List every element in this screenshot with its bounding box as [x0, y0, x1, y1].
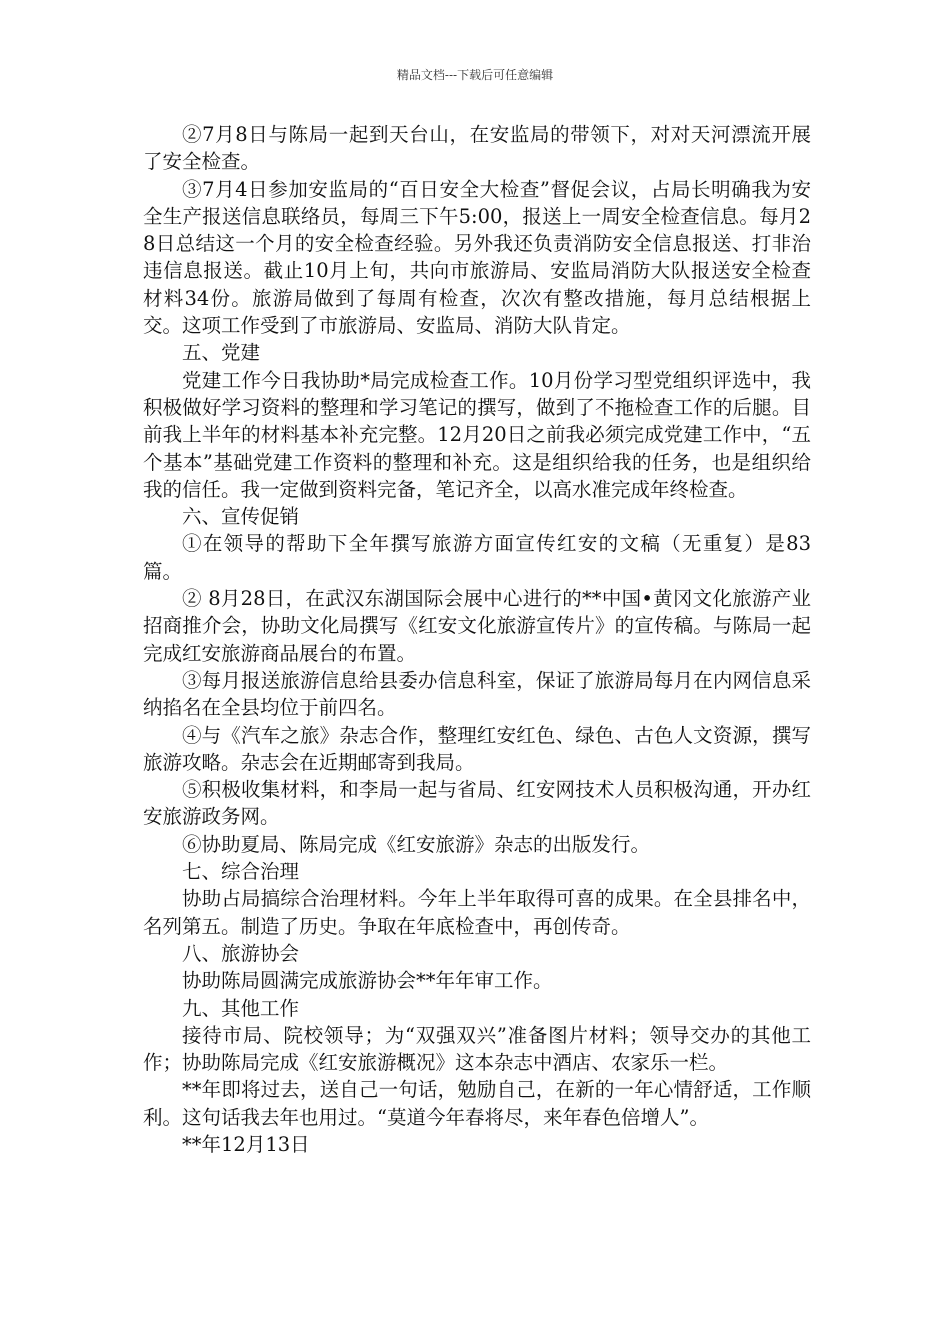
paragraph: ⑤积极收集材料，和李局一起与省局、红安网技术人员积极沟通，开办红安旅游政务网。 — [143, 778, 811, 829]
section-heading: 五、党建 — [182, 341, 261, 365]
paragraph: 协助陈局圆满完成旅游协会**年年审工作。 — [182, 969, 553, 993]
paragraph: ② 8月28日，在武汉东湖国际会展中心进行的**中国•黄冈文化旅游产业招商推介会，协助文化局撰写《红安文化旅游宣传片》的宣传稿。与陈局一起完成红安旅游商品展台的布置。 — [143, 587, 811, 665]
page-header: 精品文档---下载后可任意编辑 — [396, 68, 554, 82]
paragraph: ②7月8日与陈局一起到天台山，在安监局的带领下，对对天河漂流开展了安全检查。 — [143, 123, 811, 174]
paragraph: ④与《汽车之旅》杂志合作，整理红安红色、绿色、古色人文资源，撰写旅游攻略。杂志会在近期邮寄到我局。 — [143, 723, 811, 774]
paragraph: 党建工作今日我协助*局完成检查工作。10月份学习型党组织评选中，我积极做好学习资料的整理和学习笔记的撰写，做到了不拖检查工作的后腿。目前我上半年的材料基本补充完整。12月20日之前我必须完成党建工作中，“五个基本”基础党建工作资料的整理和补充。这是组织给我的任务，也是组织给我的信任。我一定做到资料完备，笔记齐全，以高水准完成年终检查。 — [143, 368, 811, 501]
date-line: **年12月13日 — [182, 1132, 310, 1156]
paragraph: 接待市局、院校领导；为“双强双兴”准备图片材料；领导交办的其他工作；协助陈局完成《红安旅游概况》这本杂志中酒店、农家乐一栏。 — [143, 1023, 811, 1075]
paragraph: **年即将过去，送自己一句话，勉励自己，在新的一年心情舒适，工作顺利。这句话我去年也用过。“莫道今年春将尽，来年春色倍增人”。 — [143, 1078, 811, 1129]
paragraph: ③7月4日参加安监局的“百日安全大检查”督促会议，占局长明确我为安全生产报送信息联络员，每周三下午5:00，报送上一周安全检查信息。每月28日总结这一个月的安全检查经验。另外我还负责消防安全信息报送、打非治违信息报送。截止10月上旬，共向市旅游局、安监局消防大队报送安全检查材料34份。旅游局做到了每周有检查，次次有整改措施，每月总结根据上交。这项工作受到了市旅游局、安监局、消防大队肯定。 — [143, 177, 811, 338]
section-heading: 六、宣传促销 — [182, 505, 300, 529]
paragraph: 协助占局搞综合治理材料。今年上半年取得可喜的成果。在全县排名中，名列第五。制造了历史。争取在年底检查中，再创传奇。 — [143, 887, 811, 938]
section-heading: 八、旅游协会 — [182, 941, 300, 965]
section-heading: 七、综合治理 — [182, 860, 300, 884]
document-body — [143, 121, 811, 1158]
paragraph: ③每月报送旅游信息给县委办信息科室，保证了旅游局每月在内网信息采纳掐名在全县均位于前四名。 — [143, 668, 811, 720]
section-heading: 九、其他工作 — [182, 996, 300, 1020]
paragraph: ①在领导的帮助下全年撰写旅游方面宣传红安的文稿（无重复）是83篇。 — [143, 532, 811, 583]
paragraph: ⑥协助夏局、陈局完成《红安旅游》杂志的出版发行。 — [182, 832, 651, 856]
